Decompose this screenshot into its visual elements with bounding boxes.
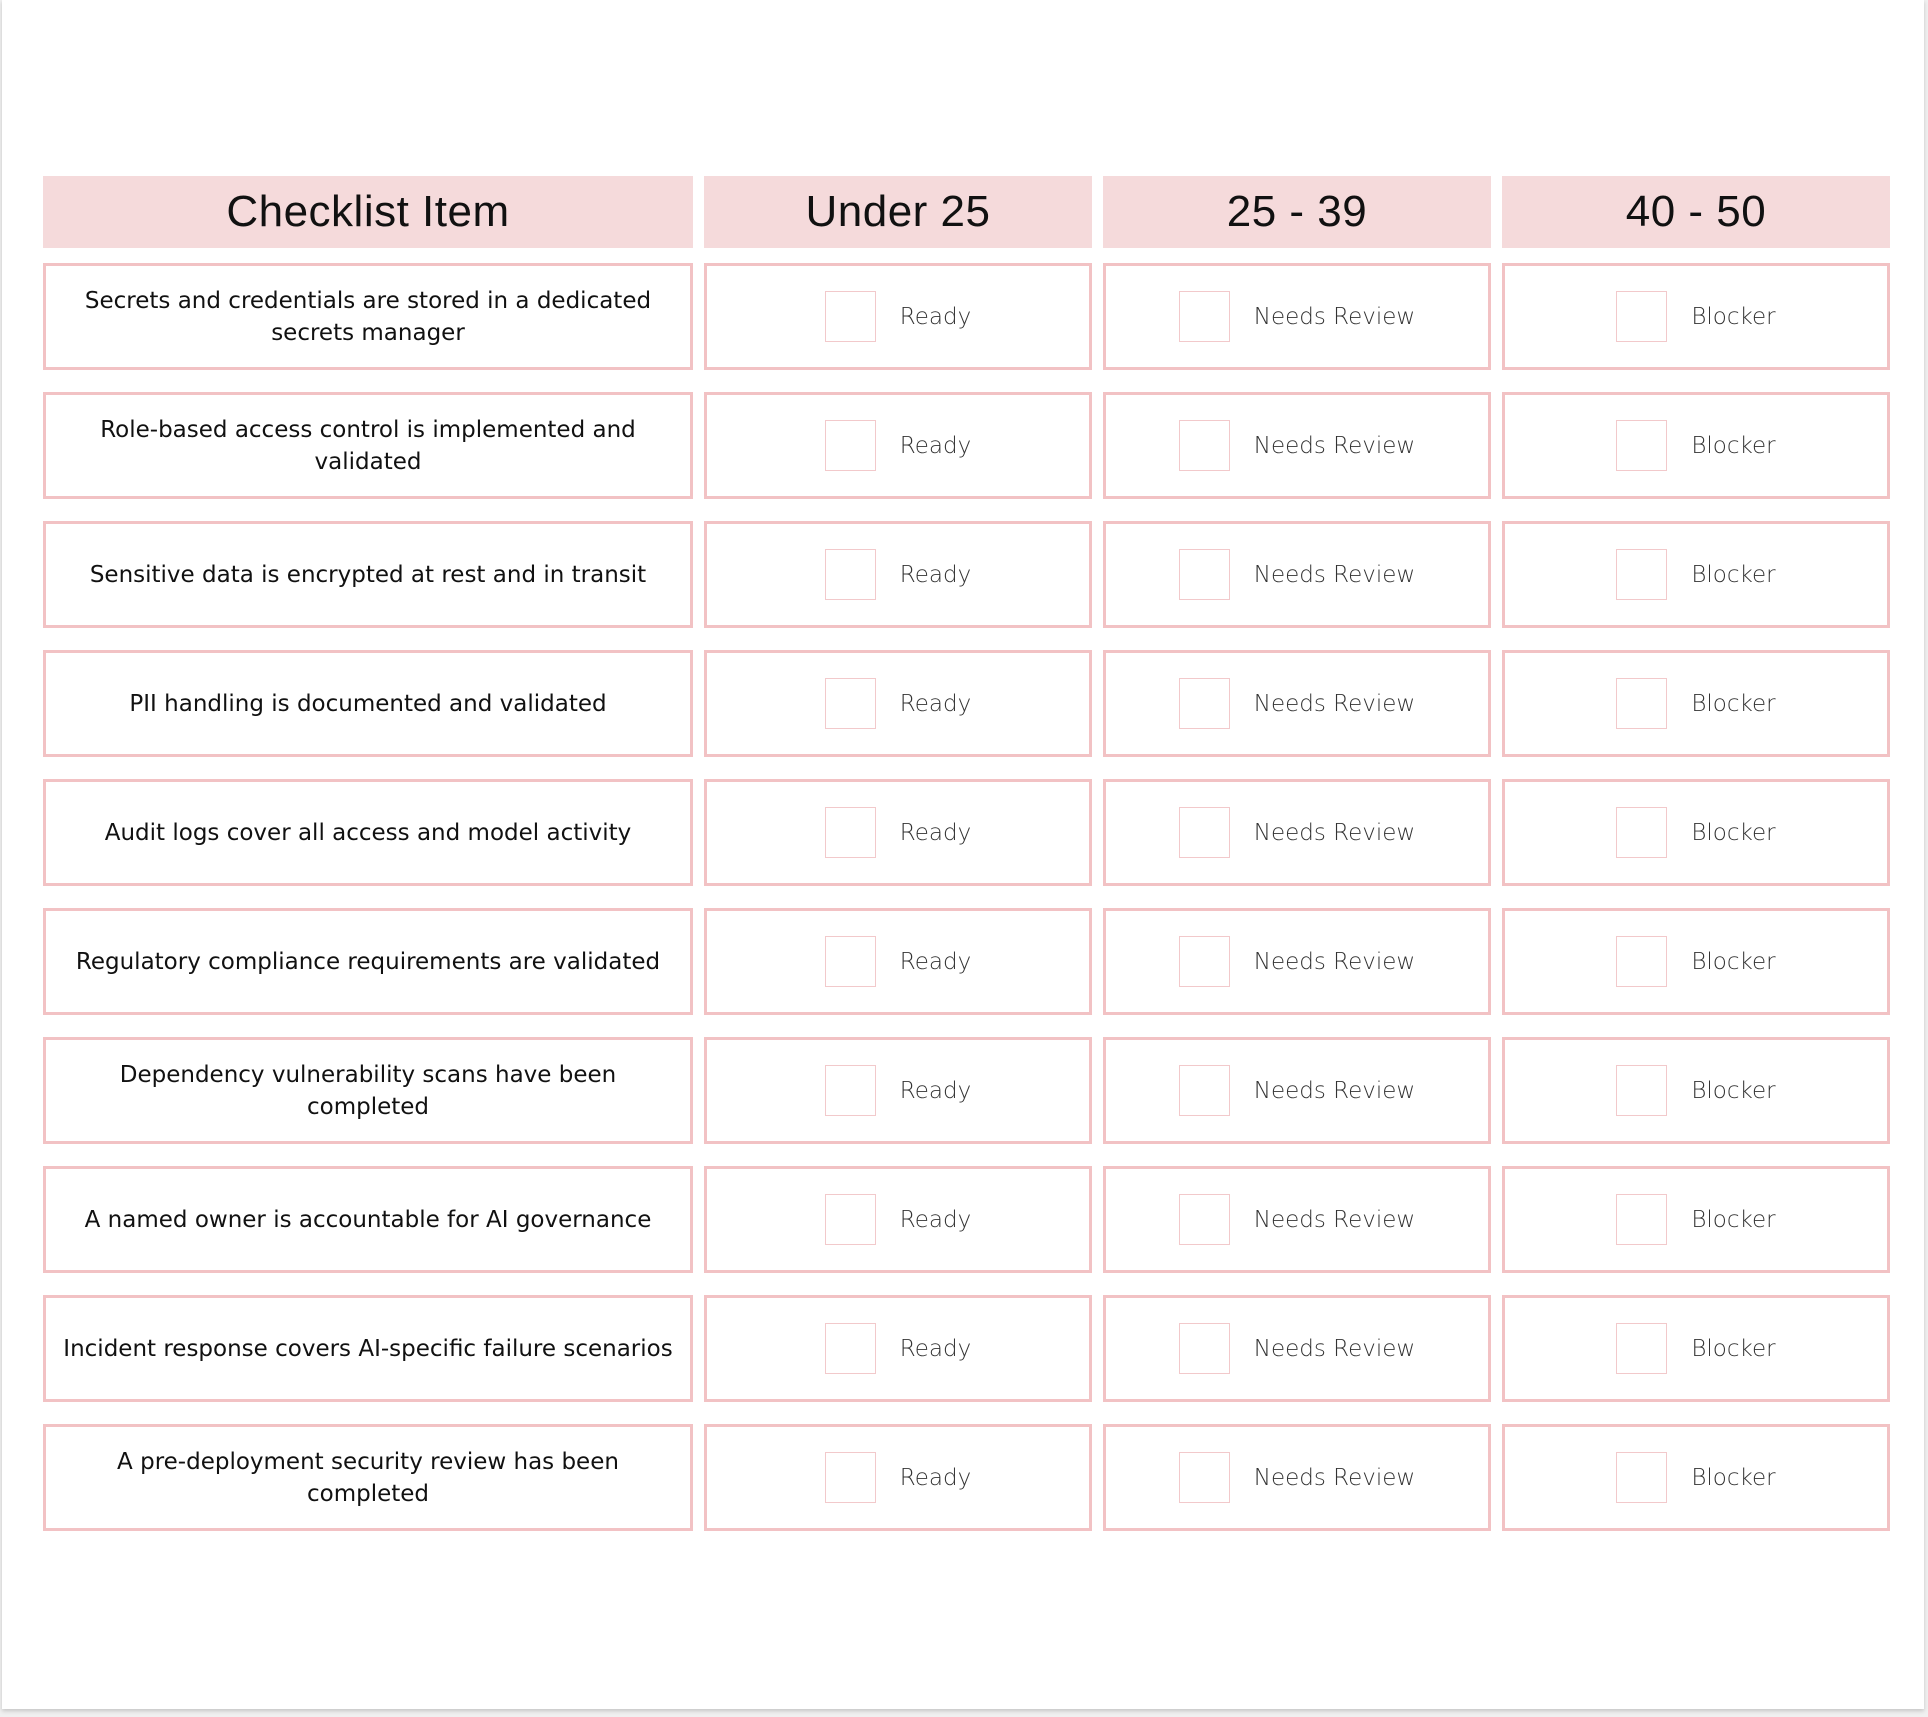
checklist-item-text: PII handling is documented and validated [129, 690, 607, 717]
checklist-item-cell [43, 1037, 693, 1144]
checklist-item-text: Audit logs cover all access and model activity [104, 819, 632, 846]
option-checkbox[interactable] [1179, 1323, 1230, 1374]
option-label: Needs Review [1253, 1206, 1416, 1233]
option-label: Blocker [1691, 1464, 1776, 1491]
option-checkbox[interactable] [1179, 1194, 1230, 1245]
option-label: Needs Review [1253, 819, 1416, 846]
checklist-item-text: Sensitive data is encrypted at rest and in transit [89, 561, 647, 588]
option-cell [704, 392, 1092, 499]
option-group [1616, 1065, 1775, 1116]
option-label: Needs Review [1253, 432, 1416, 459]
option-label: Ready [899, 1077, 972, 1104]
checklist-item-cell [43, 392, 693, 499]
option-cell [1103, 263, 1491, 370]
option-label: Ready [899, 690, 972, 717]
checklist-item-cell [43, 263, 693, 370]
option-group [825, 1323, 971, 1374]
option-checkbox[interactable] [1179, 549, 1230, 600]
option-checkbox[interactable] [825, 1323, 876, 1374]
option-group [825, 1452, 971, 1503]
header-checklist-item: Checklist Item [43, 176, 693, 248]
option-group [1179, 1194, 1415, 1245]
option-label: Ready [899, 948, 972, 975]
option-label: Needs Review [1253, 1335, 1416, 1362]
option-label: Blocker [1691, 1077, 1776, 1104]
option-checkbox[interactable] [1179, 291, 1230, 342]
option-label: Blocker [1691, 432, 1776, 459]
option-checkbox[interactable] [1616, 420, 1667, 471]
option-label: Blocker [1691, 561, 1776, 588]
option-checkbox[interactable] [1616, 807, 1667, 858]
option-group [1616, 549, 1775, 600]
checklist-item-text: Dependency vulnerability scans have been completed [119, 1061, 617, 1120]
option-label: Ready [899, 561, 972, 588]
option-label: Blocker [1691, 1335, 1776, 1362]
checklist-item-cell [43, 1166, 693, 1273]
option-cell [1502, 1166, 1890, 1273]
option-checkbox[interactable] [825, 807, 876, 858]
option-label: Ready [899, 1464, 972, 1491]
option-checkbox[interactable] [1616, 291, 1667, 342]
option-group [1179, 549, 1415, 600]
option-cell [1502, 908, 1890, 1015]
option-cell [1502, 1424, 1890, 1531]
option-cell [1103, 1037, 1491, 1144]
option-label: Ready [899, 1335, 972, 1362]
checklist-item-cell [43, 1424, 693, 1531]
checklist-item-cell [43, 908, 693, 1015]
option-group [1616, 291, 1775, 342]
option-cell [1502, 263, 1890, 370]
option-cell [704, 263, 1092, 370]
option-label: Ready [899, 819, 972, 846]
option-label: Blocker [1691, 1206, 1776, 1233]
option-label: Blocker [1691, 303, 1776, 330]
option-label: Ready [899, 1206, 972, 1233]
option-group [1616, 1452, 1775, 1503]
checklist-item-cell [43, 1295, 693, 1402]
option-label: Needs Review [1253, 303, 1416, 330]
checklist-item-cell [43, 779, 693, 886]
option-group [1179, 420, 1415, 471]
header-25-39: 25 - 39 [1103, 176, 1491, 248]
option-label: Needs Review [1253, 948, 1416, 975]
option-cell [1103, 779, 1491, 886]
option-cell [1103, 392, 1491, 499]
option-checkbox[interactable] [1179, 807, 1230, 858]
option-group [825, 678, 971, 729]
option-cell [1103, 1424, 1491, 1531]
option-checkbox[interactable] [1179, 936, 1230, 987]
option-checkbox[interactable] [1179, 1065, 1230, 1116]
checklist-item-text: Role-based access control is implemented and validated [100, 416, 636, 475]
option-cell [1103, 908, 1491, 1015]
option-label: Ready [899, 432, 972, 459]
option-checkbox[interactable] [1616, 1065, 1667, 1116]
checklist-item-text: Regulatory compliance requirements are validated [75, 948, 661, 975]
option-group [825, 291, 971, 342]
option-checkbox[interactable] [825, 678, 876, 729]
option-cell [1502, 1037, 1890, 1144]
option-group [1179, 678, 1415, 729]
option-group [1616, 678, 1775, 729]
option-group [1179, 1452, 1415, 1503]
option-checkbox[interactable] [825, 1452, 876, 1503]
option-group [1179, 1065, 1415, 1116]
option-checkbox[interactable] [825, 1194, 876, 1245]
option-cell [1103, 650, 1491, 757]
option-group [825, 936, 971, 987]
option-cell [1502, 392, 1890, 499]
option-cell [1103, 521, 1491, 628]
option-checkbox[interactable] [825, 420, 876, 471]
option-cell [704, 650, 1092, 757]
option-label: Needs Review [1253, 690, 1416, 717]
option-cell [704, 908, 1092, 1015]
option-checkbox[interactable] [1179, 1452, 1230, 1503]
option-cell [1502, 650, 1890, 757]
checklist-item-cell [43, 650, 693, 757]
option-group [1616, 936, 1775, 987]
option-checkbox[interactable] [825, 1065, 876, 1116]
option-label: Blocker [1691, 948, 1776, 975]
option-cell [1502, 521, 1890, 628]
option-group [1179, 936, 1415, 987]
option-checkbox[interactable] [1179, 678, 1230, 729]
option-group [825, 1194, 971, 1245]
option-label: Needs Review [1253, 561, 1416, 588]
header-40-50: 40 - 50 [1502, 176, 1890, 248]
checklist-page [2, 0, 1924, 1709]
option-group [1616, 420, 1775, 471]
option-cell [704, 1424, 1092, 1531]
option-group [825, 549, 971, 600]
checklist-item-text: A named owner is accountable for AI governance [84, 1206, 652, 1233]
option-group [1179, 291, 1415, 342]
option-cell [1103, 1166, 1491, 1273]
option-checkbox[interactable] [825, 549, 876, 600]
option-checkbox[interactable] [1616, 678, 1667, 729]
option-checkbox[interactable] [1179, 420, 1230, 471]
option-label: Needs Review [1253, 1077, 1416, 1104]
option-checkbox[interactable] [1616, 549, 1667, 600]
option-group [1616, 1323, 1775, 1374]
option-cell [704, 1037, 1092, 1144]
option-checkbox[interactable] [1616, 936, 1667, 987]
option-group [825, 420, 971, 471]
checklist-item-text: A pre-deployment security review has been completed [117, 1448, 619, 1507]
option-group [1616, 807, 1775, 858]
option-checkbox[interactable] [1616, 1452, 1667, 1503]
option-group [825, 807, 971, 858]
option-cell [1502, 1295, 1890, 1402]
option-cell [1103, 1295, 1491, 1402]
option-group [1179, 1323, 1415, 1374]
checklist-item-text: Incident response covers AI-specific failure scenarios [63, 1335, 673, 1362]
option-checkbox[interactable] [825, 291, 876, 342]
option-cell [704, 1166, 1092, 1273]
option-group [1179, 807, 1415, 858]
option-checkbox[interactable] [1616, 1323, 1667, 1374]
option-group [825, 1065, 971, 1116]
option-cell [704, 779, 1092, 886]
option-group [1616, 1194, 1775, 1245]
option-label: Blocker [1691, 690, 1776, 717]
option-checkbox[interactable] [1616, 1194, 1667, 1245]
option-cell [1502, 779, 1890, 886]
option-label: Blocker [1691, 819, 1776, 846]
checklist-item-text: Secrets and credentials are stored in a dedicated secrets manager [84, 287, 652, 346]
option-cell [704, 1295, 1092, 1402]
option-checkbox[interactable] [825, 936, 876, 987]
checklist-table [43, 176, 1890, 1553]
header-under-25: Under 25 [704, 176, 1092, 248]
option-label: Needs Review [1253, 1464, 1416, 1491]
checklist-item-cell [43, 521, 693, 628]
option-cell [704, 521, 1092, 628]
option-label: Ready [899, 303, 972, 330]
